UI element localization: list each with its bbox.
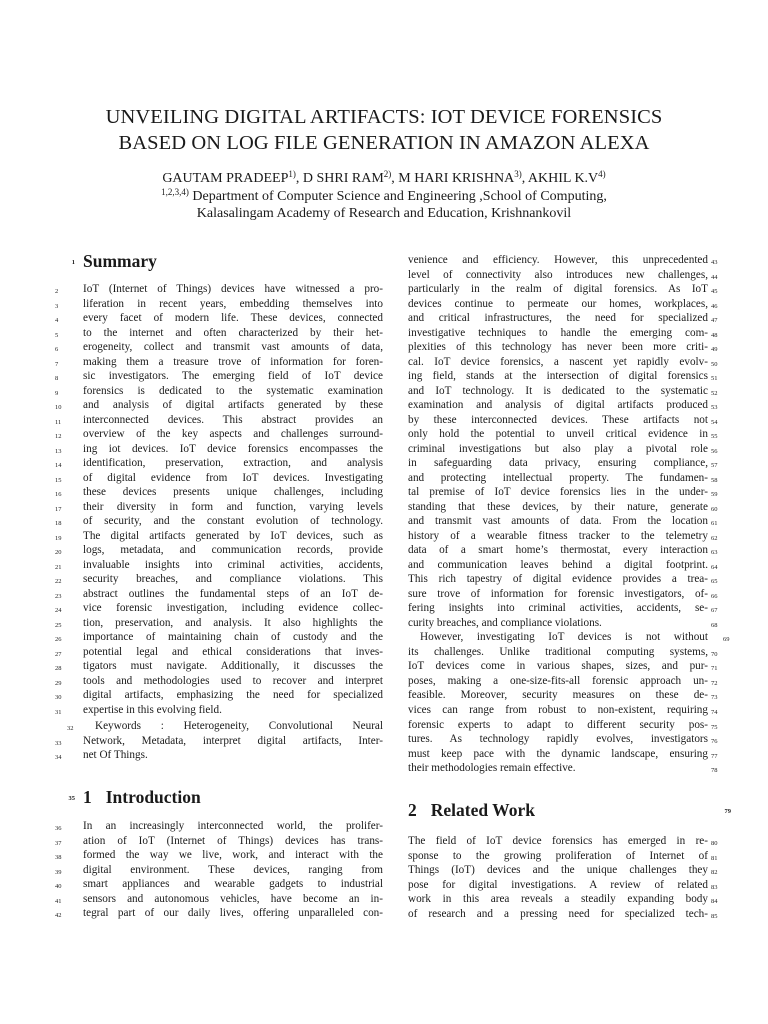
line-text: In an increasingly interconnected world, the prolifer- <box>83 820 383 832</box>
line-number: 11 <box>55 418 62 426</box>
intro-section-number: 1 <box>83 787 92 807</box>
text-line <box>408 456 718 471</box>
line-text: data of a smart home’s thermostat, every interaction <box>408 544 708 557</box>
text-line <box>408 282 718 297</box>
line-text: and transmit vast amounts of data. From the location <box>408 515 708 528</box>
text-line <box>408 674 718 689</box>
intro-heading <box>68 787 201 808</box>
summary-heading-text: Summary <box>83 251 157 271</box>
line-text: examination and analysis of digital artifacts produced <box>408 399 708 412</box>
paper-title <box>0 104 768 156</box>
line-text: The digital artifacts generated by IoT devices, such as <box>83 529 383 542</box>
line-text: expertise in this evolving field. <box>83 703 222 716</box>
line-number: 57 <box>711 462 718 470</box>
line-text: formed the way we live, work, and interact with the <box>83 849 383 862</box>
line-number: 83 <box>711 883 718 891</box>
line-text: Things (IoT) devices and the unique challenges they <box>408 864 708 877</box>
line-text: forensic experts to adapt to different security pos- <box>408 718 708 731</box>
text-line <box>55 703 383 718</box>
text-line <box>55 398 383 413</box>
title-line-1: UNVEILING DIGITAL ARTIFACTS: IOT DEVICE FORENSICS <box>105 106 663 128</box>
text-line <box>55 734 383 749</box>
line-text: every facet of modern life. These devices, connected <box>83 312 383 325</box>
line-text: potential legal and ethical considerations that inves- <box>83 645 383 658</box>
line-number: 4 <box>55 317 59 325</box>
text-line <box>408 718 718 733</box>
line-number: 39 <box>55 868 62 876</box>
line-text: ing iot devices. IoT device forensics encompasses the <box>83 442 383 455</box>
text-line <box>408 500 718 515</box>
line-number: 72 <box>711 679 718 687</box>
line-text: The field of IoT device forensics has emerged in re- <box>408 835 708 847</box>
line-number: 81 <box>711 854 718 862</box>
line-text: fering insights into criminal activities, accidents, se- <box>408 602 708 615</box>
line-text: sensors and autonomous vehicles, have become an in- <box>83 892 383 905</box>
line-text: plexities of this technology has never been more criti- <box>408 341 708 354</box>
line-number: 63 <box>711 549 718 557</box>
related-section-number: 2 <box>408 800 417 820</box>
line-text: importance of maintaining chain of custody and the <box>83 631 383 644</box>
line-text: erogeneity, collect and transmit vast amounts of data, <box>83 341 383 354</box>
line-number: 71 <box>711 665 718 673</box>
line-number: 42 <box>55 912 62 920</box>
text-line <box>408 355 718 370</box>
text-line <box>408 442 718 457</box>
author-sup: 1) <box>288 169 296 179</box>
line-text: to the internet and often characterized by their het- <box>83 326 383 339</box>
line-number: 62 <box>711 534 718 542</box>
line-number: 15 <box>55 476 62 484</box>
line-number: 50 <box>711 360 718 368</box>
text-line <box>408 384 718 399</box>
line-number: 9 <box>55 389 59 397</box>
line-number: 37 <box>55 839 62 847</box>
text-line <box>408 485 718 500</box>
author-sup: 4) <box>598 169 606 179</box>
line-text: of research and a pressing need for specialized tech- <box>408 907 708 920</box>
text-line <box>55 543 383 558</box>
line-text: of security, and the constant evolution of technology. <box>83 515 383 528</box>
text-line <box>408 311 718 326</box>
line-number: 78 <box>711 767 718 775</box>
line-text: vice forensic investigation, including evidence collec- <box>83 602 383 615</box>
text-line <box>408 616 718 631</box>
line-text: feasible. Moreover, security measures on these de- <box>408 689 708 702</box>
summary-body <box>55 282 383 717</box>
line-text: their methodologies remain effective. <box>408 762 576 775</box>
text-line <box>55 906 383 921</box>
line-text: This rich tapestry of digital evidence provides a trea- <box>408 573 708 586</box>
text-line <box>408 427 718 442</box>
line-number: 84 <box>711 898 718 906</box>
text-line <box>408 514 718 529</box>
line-number: 16 <box>55 491 62 499</box>
line-text: particularly in the realm of digital forensics. As IoT <box>408 283 708 296</box>
line-text: tegral part of our daily lives, offering unparalleled con- <box>83 907 383 920</box>
line-text: its challenges. Unlike traditional computing systems, <box>408 645 708 658</box>
intro-heading-text: Introduction <box>105 787 201 807</box>
text-line <box>55 892 383 907</box>
line-text: logs, metadata, and communication records, provide <box>83 544 383 557</box>
line-number: 36 <box>55 825 62 832</box>
line-text: tools and methodologies used to recover and interpret <box>83 674 383 687</box>
line-text: vices can range from robust to non-existent, requiring <box>408 703 708 716</box>
line-text: overview of the key aspects and challenges surround- <box>83 428 383 441</box>
line-number: 23 <box>55 592 62 600</box>
keywords-body <box>55 719 383 763</box>
line-number: 40 <box>55 883 62 891</box>
text-line <box>55 616 383 631</box>
line-number: 38 <box>55 854 62 862</box>
text-line <box>55 297 383 312</box>
line-text: ation of IoT (Internet of Things) devices has trans- <box>83 834 383 847</box>
line-text: cal. IoT device forensics, a nascent yet rapidly evolv- <box>408 355 708 368</box>
line-text: must keep pace with the dynamic landscape, ensuring <box>408 747 708 760</box>
line-text: tigators must navigate. Additionally, it discusses the <box>83 660 383 673</box>
text-line <box>408 834 718 849</box>
text-line <box>55 500 383 515</box>
line-number: 28 <box>55 665 62 673</box>
text-line <box>408 688 718 703</box>
text-line <box>55 355 383 370</box>
line-number: 45 <box>711 288 718 296</box>
line-text: Network, Metadata, interpret digital artifacts, Inter- <box>83 734 383 747</box>
text-line <box>55 834 383 849</box>
line-number: 73 <box>711 694 718 702</box>
line-number: 13 <box>55 447 62 455</box>
line-number: 17 <box>55 505 62 513</box>
affiliation-sup: 1,2,3,4) <box>161 187 189 197</box>
line-text: security breaches, and compliance violations. This <box>83 573 383 586</box>
line-number: 1 <box>71 259 75 266</box>
line-text: and protecting intellectual property. The fundamen- <box>408 471 708 484</box>
line-text: abstract outlines the fundamental steps of an IoT de- <box>83 587 383 600</box>
line-number: 55 <box>711 433 718 441</box>
text-line <box>408 369 718 384</box>
line-text: pose for digital investigations. A review of related <box>408 878 708 891</box>
related-body <box>408 834 718 921</box>
line-text: their diversity in form and function, varying levels <box>83 500 383 513</box>
line-text: sic investigators. The emerging field of IoT device <box>83 370 383 383</box>
line-text: of digital evidence from IoT devices. Investigating <box>83 471 383 484</box>
line-text: tion, preservation, and analysis. It also highlights the <box>83 616 383 629</box>
related-heading <box>408 800 731 821</box>
line-number: 2 <box>55 288 59 295</box>
text-line <box>55 456 383 471</box>
affiliation-line-2: Kalasalingam Academy of Research and Education, Krishnankovil <box>196 206 572 221</box>
related-heading-text: Related Work <box>430 800 535 820</box>
line-number: 49 <box>711 346 718 354</box>
text-line <box>408 849 718 864</box>
line-number: 26 <box>55 636 62 644</box>
line-text: in safeguarding data privacy, ensuring compliance, <box>408 457 708 470</box>
line-number: 44 <box>711 273 718 281</box>
line-number: 47 <box>711 317 718 325</box>
line-text: these devices presents unique challenges, including <box>83 486 383 499</box>
line-number: 8 <box>55 375 59 383</box>
affiliation-line-1: Department of Computer Science and Engineering ,School of Computing, <box>192 189 607 204</box>
line-number: 69 <box>723 636 730 644</box>
line-number: 14 <box>55 462 62 470</box>
line-number: 80 <box>711 840 718 847</box>
line-text: IoT (Internet of Things) devices have witnessed a pro- <box>83 283 383 295</box>
text-line <box>408 253 718 268</box>
text-line <box>408 471 718 486</box>
author-sup: 2) <box>383 169 392 179</box>
text-line <box>408 413 718 428</box>
line-text: forensics is dedicated to the systematic examination <box>83 384 383 397</box>
text-line <box>55 748 383 763</box>
line-number: 56 <box>711 447 718 455</box>
line-number: 21 <box>55 563 62 571</box>
text-line <box>55 529 383 544</box>
line-number: 3 <box>55 302 59 310</box>
line-text: ing field, stands at the intersection of digital forensics <box>408 370 708 383</box>
line-text: digital environment. These devices, ranging from <box>83 863 383 876</box>
line-text: invaluable insights into criminal activities, accidents, <box>83 558 383 571</box>
line-number: 82 <box>711 869 718 877</box>
text-line <box>408 543 718 558</box>
line-number: 70 <box>711 650 718 658</box>
line-number: 12 <box>55 433 62 441</box>
author-name: D SHRI RAM <box>302 171 384 186</box>
text-line <box>55 311 383 326</box>
line-number: 30 <box>55 694 62 702</box>
line-number: 61 <box>711 520 718 528</box>
text-line <box>408 761 718 776</box>
text-line <box>55 326 383 341</box>
line-text: standing that these devices, by their nature, generate <box>408 500 708 513</box>
author-list: GAUTAM PRADEEP$^{1)}$, D SHRI RAM$^{2)}$, M HARI KRISHNA$^{3)}$, AKHIL $K.V^{4)}$ <box>162 169 606 186</box>
text-line <box>55 877 383 892</box>
line-number: 48 <box>711 331 718 339</box>
intro-body <box>55 819 383 921</box>
text-line <box>408 892 718 907</box>
text-line <box>408 630 730 645</box>
text-line <box>408 703 718 718</box>
line-text: sure trove of information for forensic investigators, of- <box>408 587 708 600</box>
text-line <box>55 485 383 500</box>
line-number: 22 <box>55 578 62 586</box>
line-number: 53 <box>711 404 718 412</box>
line-text: net Of Things. <box>83 749 148 762</box>
text-line <box>408 572 718 587</box>
line-text: curity breaches, and compliance violations. <box>408 616 602 629</box>
text-line <box>408 529 718 544</box>
text-line <box>408 587 718 602</box>
text-line <box>408 659 718 674</box>
line-text: devices continue to permeate our homes, workplaces, <box>408 297 708 310</box>
text-line <box>55 674 383 689</box>
text-line <box>408 601 718 616</box>
text-line <box>55 688 383 703</box>
author-name: M HARI KRISHNA <box>398 171 515 186</box>
text-line <box>55 848 383 863</box>
line-number: 77 <box>711 752 718 760</box>
text-line <box>408 558 718 573</box>
line-text: by these interconnected devices. These artifacts not <box>408 413 708 426</box>
text-line <box>408 268 718 283</box>
line-number: 27 <box>55 650 62 658</box>
line-number: 33 <box>55 739 62 747</box>
text-line <box>55 819 383 834</box>
line-text: criminal investigations but also play a pivotal role <box>408 442 708 455</box>
line-number: 52 <box>711 389 718 397</box>
line-number: 43 <box>711 259 718 266</box>
author-sup: 3) <box>514 169 522 179</box>
line-number: 58 <box>711 476 718 484</box>
line-number: 75 <box>711 723 718 731</box>
line-number: 67 <box>711 607 718 615</box>
line-text: interconnected devices. This abstract provides an <box>83 413 383 426</box>
text-line <box>55 514 383 529</box>
line-number: 74 <box>711 708 718 716</box>
text-line <box>55 369 383 384</box>
line-number: 54 <box>711 418 718 426</box>
text-line <box>55 558 383 573</box>
text-line <box>408 297 718 312</box>
line-number: 46 <box>711 302 718 310</box>
line-number: 20 <box>55 549 62 557</box>
line-number: 6 <box>55 346 59 354</box>
line-text: liferation in recent years, embedding themselves into <box>83 297 383 310</box>
text-line <box>55 413 383 428</box>
line-number: 66 <box>711 592 718 600</box>
line-text: Keywords : Heterogeneity, Convolutional Neural <box>95 720 383 732</box>
text-line <box>408 907 718 922</box>
line-number: 68 <box>711 621 718 629</box>
line-number: 59 <box>711 491 718 499</box>
text-line <box>55 630 383 645</box>
author-name: AKHIL K.V <box>527 171 599 186</box>
line-number: 19 <box>55 534 62 542</box>
line-text: venience and efficiency. However, this unprecedented <box>408 254 708 266</box>
line-text: making them a treasure trove of information for foren- <box>83 355 383 368</box>
line-text: tal premise of IoT device forensics lies in the under- <box>408 486 708 499</box>
line-text: investigative techniques to handle the emerging com- <box>408 326 708 339</box>
line-text: and analysis of digital artifacts generated by these <box>83 399 383 412</box>
text-line <box>55 601 383 616</box>
line-number: 35 <box>68 795 75 802</box>
text-line <box>408 878 718 893</box>
text-line <box>408 326 718 341</box>
line-text: level of connectivity also introduces new challenges, <box>408 268 708 281</box>
line-number: 41 <box>55 897 62 905</box>
text-line <box>55 442 383 457</box>
line-number: 85 <box>711 912 718 920</box>
line-number: 60 <box>711 505 718 513</box>
text-line <box>67 719 383 734</box>
line-text: IoT devices come in various shapes, sizes, and pur- <box>408 660 708 673</box>
line-number: 51 <box>711 375 718 383</box>
line-text: and critical infrastructures, the need for specialized <box>408 312 708 325</box>
line-text: poses, making a one-size-fits-all forensic approach un- <box>408 674 708 687</box>
text-line <box>55 659 383 674</box>
line-text: identification, preservation, extraction, and analysis <box>83 457 383 470</box>
text-line <box>408 398 718 413</box>
line-number: 29 <box>55 679 62 687</box>
line-number: 76 <box>711 738 718 746</box>
text-line <box>408 747 718 762</box>
right-column-body <box>408 253 730 776</box>
line-text: tures. As technology rapidly evolves, investigators <box>408 733 708 746</box>
affiliation <box>0 188 768 222</box>
line-number: 31 <box>55 708 62 716</box>
text-line <box>408 732 718 747</box>
text-line <box>55 427 383 442</box>
text-line <box>55 572 383 587</box>
line-number: 64 <box>711 563 718 571</box>
line-number: 32 <box>67 725 74 732</box>
line-text: and communication leaves behind a digital footprint. <box>408 558 708 571</box>
line-number: 10 <box>55 404 62 412</box>
line-number: 34 <box>55 754 62 762</box>
title-line-2: BASED ON LOG FILE GENERATION IN AMAZON ALEXA <box>118 132 650 154</box>
line-number: 18 <box>55 520 62 528</box>
text-line <box>408 863 718 878</box>
text-line <box>55 645 383 660</box>
line-text: history of a wearable fitness tracker to the telemetry <box>408 529 708 542</box>
line-text: work in this area reveals a steadily expanding body <box>408 893 708 906</box>
line-text: smart appliances and wearable gadgets to industrial <box>83 878 383 891</box>
text-line <box>55 340 383 355</box>
line-text: sponse to the growing proliferation of Internet of <box>408 849 708 862</box>
line-text: digital artifacts, emphasizing the need for specialized <box>83 689 383 702</box>
line-number: 5 <box>55 331 59 339</box>
text-line <box>55 384 383 399</box>
line-number: 7 <box>55 360 59 368</box>
author-name: GAUTAM PRADEEP <box>162 171 289 186</box>
line-number: 79 <box>724 808 731 815</box>
text-line <box>408 340 718 355</box>
line-number: 25 <box>55 621 62 629</box>
text-line <box>408 645 718 660</box>
summary-heading <box>71 251 157 272</box>
line-number: 24 <box>55 607 62 615</box>
text-line <box>55 471 383 486</box>
text-line <box>55 282 383 297</box>
line-text: only hold the potential to unveil critical evidence in <box>408 428 708 441</box>
text-line <box>55 863 383 878</box>
line-text: and IoT technology. It is dedicated to the systematic <box>408 384 708 397</box>
line-text: However, investigating IoT devices is not without <box>420 631 708 644</box>
line-number: 65 <box>711 578 718 586</box>
text-line <box>55 587 383 602</box>
